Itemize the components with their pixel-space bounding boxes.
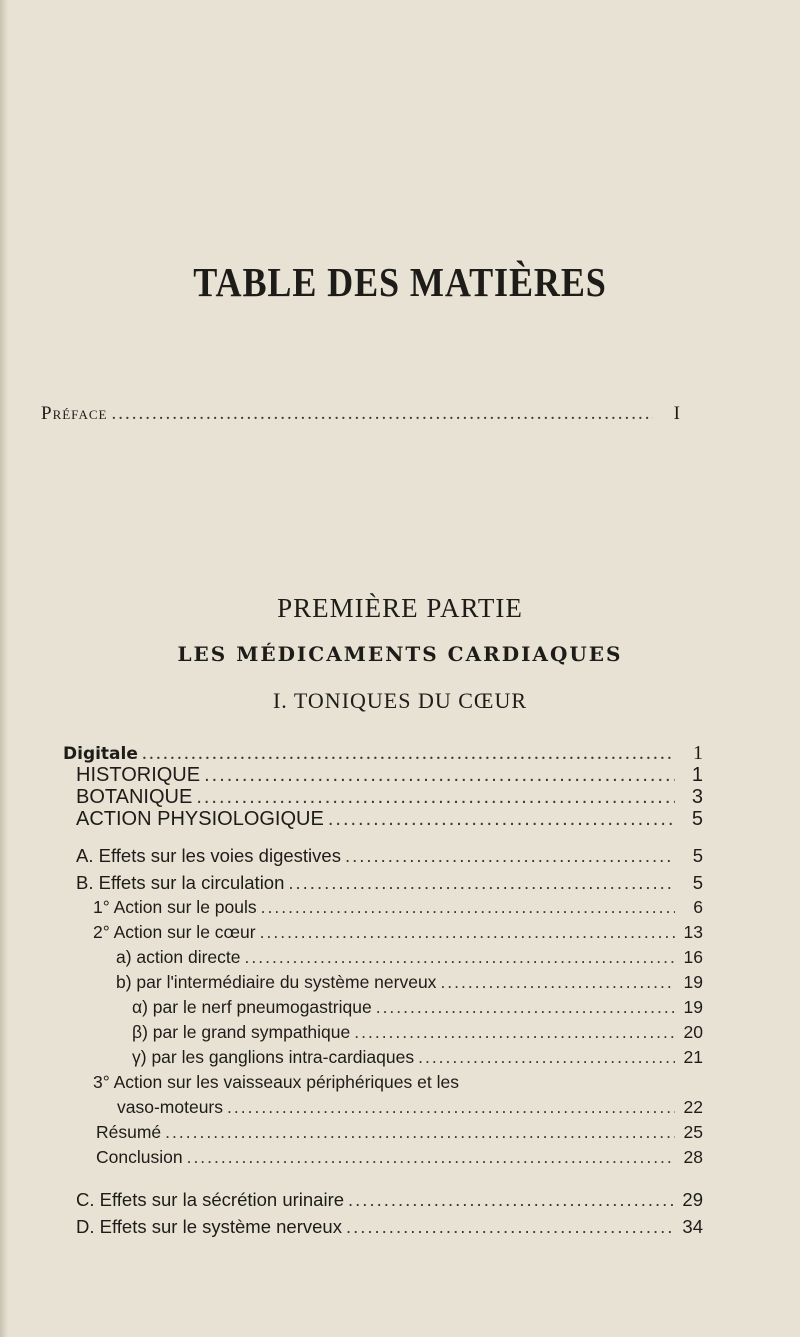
toc-label: Digitale	[63, 744, 138, 764]
part-heading: PREMIÈRE PARTIE	[277, 593, 523, 623]
toc-label: γ) par les ganglions intra-cardiaques	[132, 1047, 415, 1067]
toc-entry-preface[interactable]	[41, 403, 681, 425]
toc-label: vaso-moteurs	[117, 1097, 224, 1117]
leader-dots	[261, 897, 675, 918]
toc-entry-digitale[interactable]	[63, 742, 703, 765]
leader-dots	[142, 742, 675, 765]
toc-page-number: 16	[683, 947, 703, 967]
toc-page-number: 34	[682, 1216, 703, 1237]
toc-entry-conclusion[interactable]	[96, 1147, 703, 1168]
leader-dots	[346, 1216, 675, 1238]
leader-dots	[111, 403, 653, 425]
toc-entry-botanique[interactable]	[76, 786, 703, 809]
toc-label: HISTORIQUE	[76, 764, 201, 786]
toc-label: b) par l'intermédiaire du système nerveux	[116, 972, 437, 992]
page-title: TABLE DES MATIÈRES	[193, 259, 607, 305]
toc-page-number: 5	[691, 808, 703, 830]
toc-entry-b2b-alpha[interactable]	[132, 997, 703, 1018]
leader-dots	[440, 972, 675, 993]
leader-dots	[245, 947, 675, 968]
leader-dots	[376, 997, 675, 1018]
toc-entry-b[interactable]	[76, 872, 703, 894]
toc-entry-b2[interactable]	[93, 922, 703, 943]
toc-label: 1° Action sur le pouls	[93, 897, 257, 917]
leader-dots	[348, 1189, 675, 1211]
toc-entry-a[interactable]	[76, 845, 703, 867]
toc-entry-b2b-gamma[interactable]	[132, 1047, 703, 1068]
toc-page-number: 6	[693, 897, 703, 917]
toc-label: B. Effets sur la circulation	[76, 872, 285, 893]
toc-page-number: 19	[683, 997, 703, 1017]
toc-entry-b3-cont[interactable]	[117, 1097, 703, 1118]
toc-page-number: 5	[692, 845, 703, 866]
toc-page-number: 1	[691, 764, 703, 786]
leader-dots	[418, 1047, 675, 1068]
section-heading: LES MÉDICAMENTS CARDIAQUES	[177, 642, 623, 666]
toc-page-number: 25	[683, 1122, 703, 1142]
toc-page-number: I	[673, 403, 681, 424]
toc-page-number: 3	[691, 786, 703, 808]
toc-label: C. Effets sur la sécrétion urinaire	[76, 1189, 345, 1210]
toc-label: β) par le grand sympathique	[132, 1022, 351, 1042]
chapter-heading: I. TONIQUES DU CŒUR	[272, 688, 528, 713]
toc-label: 3° Action sur les vaisseaux périphériques et les	[93, 1072, 459, 1092]
toc-entry-c[interactable]	[76, 1189, 703, 1211]
toc-label: Préface	[41, 403, 108, 424]
toc-label: a) action directe	[116, 947, 241, 967]
toc-entry-b2a[interactable]	[116, 947, 703, 968]
leader-dots	[227, 1097, 675, 1118]
toc-label: Résumé	[96, 1122, 162, 1142]
leader-dots	[354, 1022, 675, 1043]
toc-label: Conclusion	[96, 1147, 183, 1167]
toc-page-number: 5	[692, 872, 703, 893]
toc-page-number: 28	[683, 1147, 703, 1167]
leader-dots	[204, 764, 675, 787]
toc-label: 2° Action sur le cœur	[93, 922, 256, 942]
leader-dots	[187, 1147, 675, 1168]
leader-dots	[165, 1122, 675, 1143]
toc-entry-action-physiologique[interactable]	[76, 808, 703, 831]
toc-page-number: 22	[683, 1097, 703, 1117]
leader-dots	[196, 786, 675, 809]
toc-entry-b1[interactable]	[93, 897, 703, 918]
toc-page-number: 29	[682, 1189, 703, 1210]
toc-label: α) par le nerf pneumogastrique	[132, 997, 372, 1017]
toc-entry-b2b-beta[interactable]	[132, 1022, 703, 1043]
toc-page-number: 21	[683, 1047, 703, 1067]
leader-dots	[345, 845, 675, 867]
toc-page-number: 19	[683, 972, 703, 992]
toc-page-number: 20	[683, 1022, 703, 1042]
toc-entry-resume[interactable]	[96, 1122, 703, 1143]
toc-label: D. Effets sur le système nerveux	[76, 1216, 342, 1237]
toc-page-number: 1	[693, 742, 703, 764]
toc-entry-d[interactable]	[76, 1216, 703, 1238]
leader-dots	[260, 922, 675, 943]
toc-entry-historique[interactable]	[76, 764, 703, 787]
leader-dots	[328, 808, 675, 831]
toc-entry-b2b[interactable]	[116, 972, 703, 993]
toc-label: BOTANIQUE	[76, 786, 193, 808]
toc-page-number: 13	[683, 922, 703, 942]
page-edge-shadow	[0, 0, 8, 1337]
toc-label: A. Effets sur les voies digestives	[76, 845, 341, 866]
toc-entry-b3[interactable]	[93, 1072, 703, 1093]
leader-dots	[288, 872, 675, 894]
toc-label: ACTION PHYSIOLOGIQUE	[76, 808, 324, 830]
